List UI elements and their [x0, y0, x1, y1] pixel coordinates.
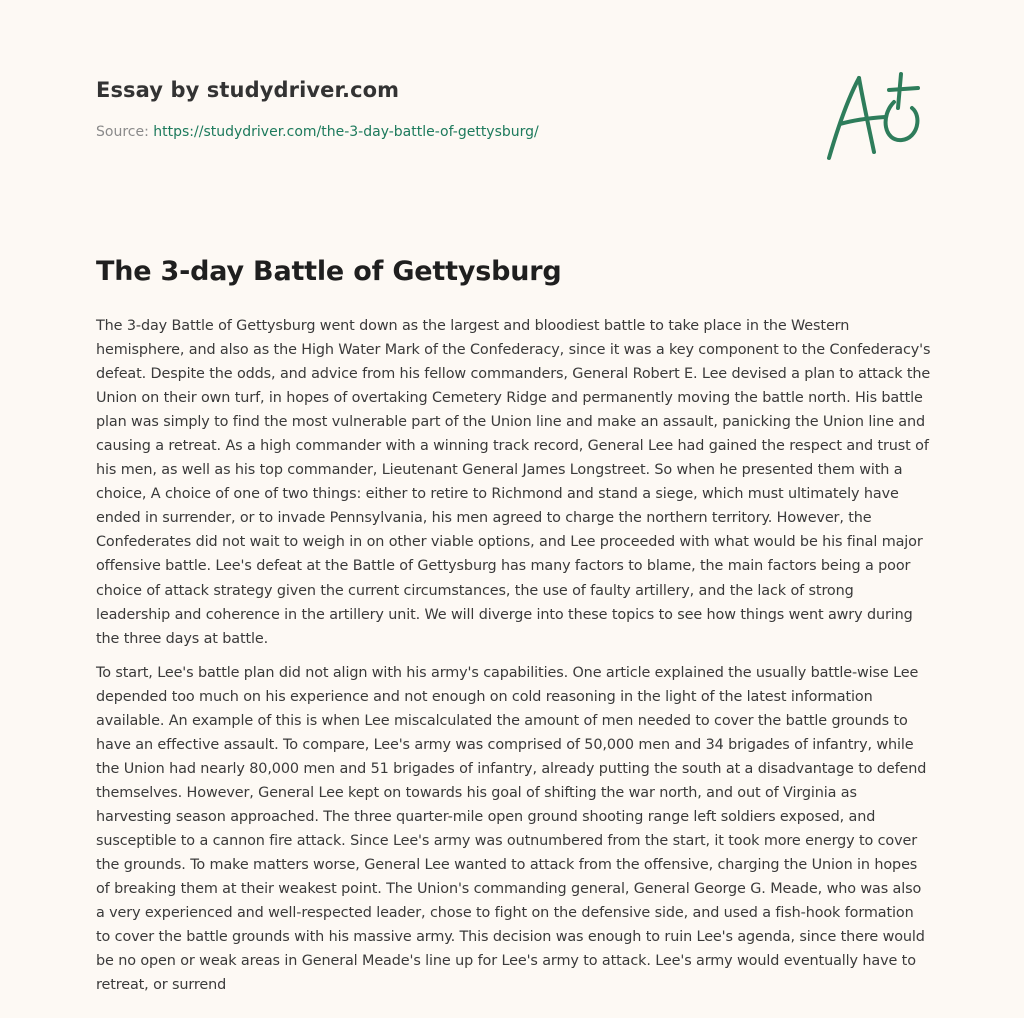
essay-paragraph: To start, Lee's battle plan did not align with his army's capabilities. One article explained the usually battle-wise Lee depended too much on his experience and not enough on cold reasoning in the light of the latest information available. An example of this is when Lee miscalculated the amount of men needed to cover the battle grounds to have an effective assault. To compare, Lee's army was comprised of 50,000 men and 34 brigades of infantry, while the Union had nearly 80,000 men and 51 brigades of infantry, already putting the south at a disadvantage to defend themselves. However, General Lee kept on towards his goal of shifting the war north, and out of Virginia as harvesting season approached. The three quarter-mile open ground shooting range left soldiers exposed, and susceptible to a cannon fire attack. Since Lee's army was outnumbered from the start, it took more energy to cover the grounds. To make matters worse, General Lee wanted to attack from the offensive, charging the Union in hopes of breaking them at their weakest point. The Union's commanding general, General George G. Meade, who was also a very experienced and well-respected leader, chose to fight on the defensive side, and used a fish-hook formation to cover the battle grounds with his massive army. This decision was enough to ruin Lee's agenda, since there would be no open or weak areas in General Meade's line up for Lee's army to attack. Lee's army would eventually have to retreat, or surrend	[96, 664, 927, 994]
brand-title: Essay by studydriver.com	[96, 78, 400, 102]
source-line	[96, 124, 796, 140]
essay-header	[96, 78, 796, 140]
essay-paragraph: The 3-day Battle of Gettysburg went down as the largest and bloodiest battle to take place in the Western hemisphere, and also as the High Water Mark of the Confederacy, since it was a key component to the Confederacy's defeat. Despite the odds, and advice from his fellow commanders, General Robert E. Lee devised a plan to attack the Union on their own turf, in hopes of overtaking Cemetery Ridge and permanently moving the battle north. His battle plan was simply to find the most vulnerable part of the Union line and make an assault, panicking the Union line and causing a retreat. As a high commander with a winning track record, General Lee had gained the respect and trust of his men, as well as his top commander, Lieutenant General James Longstreet. So when he presented them with a choice, A choice of one of two things: either to retire to Richmond and stand a siege, which must ultimately have ended in surrender, or to invade Pennsylvania, his men agreed to charge the northern territory. However, the Confederates did not wait to weigh in on other viable options, and Lee proceeded with what would be his final major offensive battle. Lee's defeat at the Battle of Gettysburg has many factors to blame, the main factors being a poor choice of attack strategy given the current circumstances, the use of faulty artillery, and the lack of strong leadership and coherence in the artillery unit. We will diverge into these topics to see how things went awry during the three days at battle.	[96, 318, 931, 647]
source-label: Source:	[96, 124, 154, 140]
a-plus-logo-icon	[818, 66, 934, 166]
source-link[interactable]: https://studydriver.com/the-3-day-battle-of-gettysburg/	[153, 124, 539, 140]
essay-title: The 3-day Battle of Gettysburg	[96, 256, 562, 287]
essay-body	[96, 314, 932, 1007]
